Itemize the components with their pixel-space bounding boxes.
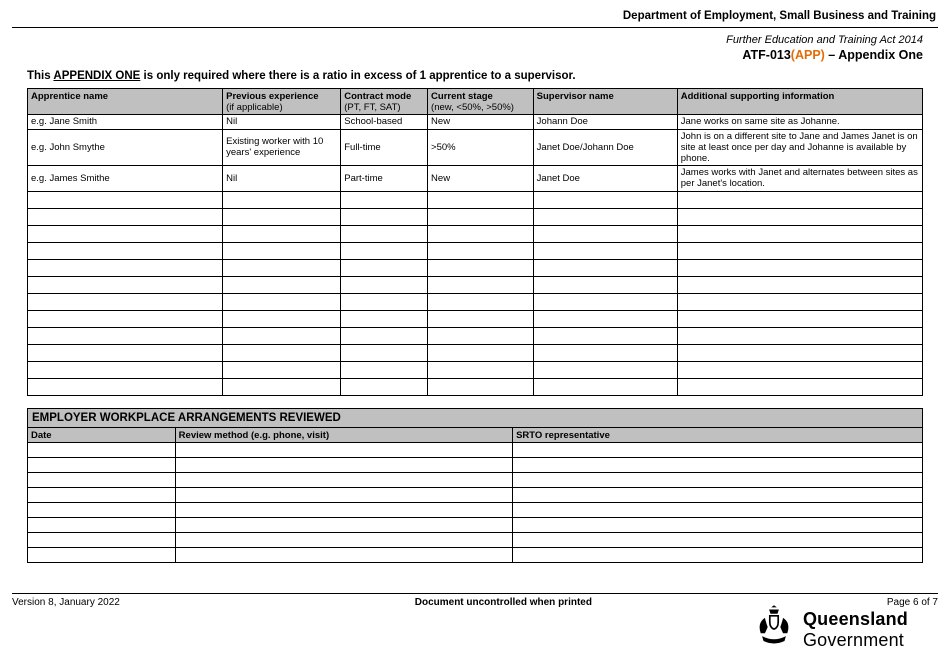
apprentice-cell — [428, 208, 534, 225]
review-cell — [175, 503, 512, 518]
apprentice-cell — [533, 378, 677, 395]
review-title-row — [28, 408, 923, 428]
act-title: Further Education and Training Act 2014 — [726, 34, 923, 46]
table-row — [28, 310, 923, 327]
review-cell — [175, 548, 512, 563]
table-row — [28, 518, 923, 533]
review-cell — [513, 458, 923, 473]
review-cell — [28, 473, 176, 488]
apprentice-cell — [341, 276, 428, 293]
department-title: Department of Employment, Small Business and Training — [622, 10, 936, 22]
instruction-suffix: is only required where there is a ratio in excess of 1 apprentice to a supervisor. — [140, 70, 576, 82]
table-row — [28, 458, 923, 473]
col-header-supervisor-name — [533, 89, 677, 115]
apprentice-cell — [341, 361, 428, 378]
apprentice-cell — [223, 208, 341, 225]
instruction-text — [27, 70, 923, 82]
apprentice-cell: New — [428, 166, 534, 191]
form-code-prefix: ATF-013 — [742, 48, 791, 62]
apprentice-cell — [428, 225, 534, 242]
apprentice-cell — [28, 344, 223, 361]
table-row — [28, 548, 923, 563]
apprentice-table — [27, 88, 923, 396]
table-row — [28, 259, 923, 276]
review-cell — [513, 533, 923, 548]
review-cell — [513, 473, 923, 488]
apprentice-cell — [28, 327, 223, 344]
table-row — [28, 473, 923, 488]
table-row — [28, 361, 923, 378]
apprentice-cell: Existing worker with 10 years' experience — [223, 129, 341, 166]
apprentice-cell: Janet Doe/Johann Doe — [533, 129, 677, 166]
apprentice-cell: Nil — [223, 115, 341, 129]
apprentice-cell — [533, 242, 677, 259]
apprentice-cell: e.g. John Smythe — [28, 129, 223, 166]
apprentice-cell: John is on a different site to Jane and James Janet is on site at least once per day and Johanne is available by phone. — [677, 129, 922, 166]
apprentice-cell — [533, 293, 677, 310]
table-row — [28, 503, 923, 518]
review-cell — [175, 488, 512, 503]
apprentice-cell: e.g. Jane Smith — [28, 115, 223, 129]
apprentice-cell — [28, 310, 223, 327]
logo-line-government: Government — [802, 629, 905, 650]
apprentice-cell — [677, 191, 922, 208]
col-header-date: Date — [28, 428, 176, 443]
apprentice-cell — [533, 276, 677, 293]
apprentice-cell: James works with Janet and alternates between sites as per Janet's location. — [677, 166, 922, 191]
apprentice-cell — [533, 208, 677, 225]
apprentice-cell — [677, 276, 922, 293]
col-header-title: Contract mode — [344, 91, 412, 102]
header-divider — [12, 27, 938, 28]
logo-wordmark — [803, 609, 908, 649]
apprentice-cell — [28, 225, 223, 242]
apprentice-cell — [223, 293, 341, 310]
apprentice-cell — [677, 361, 922, 378]
col-header-apprentice-name — [28, 89, 223, 115]
col-header-title: Previous experience — [226, 91, 319, 102]
apprentice-cell: School-based — [341, 115, 428, 129]
apprentice-cell — [533, 225, 677, 242]
apprentice-cell — [28, 293, 223, 310]
col-header-subtitle: (if applicable) — [226, 102, 283, 114]
table-row — [28, 166, 923, 191]
table-row — [28, 443, 923, 458]
apprentice-cell — [341, 208, 428, 225]
review-cell — [513, 503, 923, 518]
review-cell — [28, 488, 176, 503]
col-header-review-method: Review method (e.g. phone, visit) — [175, 428, 512, 443]
table-row — [28, 191, 923, 208]
col-header-title: Current stage — [431, 91, 493, 102]
col-header-additional-info — [677, 89, 922, 115]
footer-divider — [12, 593, 938, 594]
apprentice-cell — [341, 378, 428, 395]
table-row — [28, 208, 923, 225]
apprentice-cell — [341, 225, 428, 242]
review-cell — [28, 503, 176, 518]
apprentice-cell — [223, 276, 341, 293]
apprentice-cell — [341, 293, 428, 310]
review-cell — [28, 518, 176, 533]
apprentice-cell: New — [428, 115, 534, 129]
apprentice-cell — [677, 378, 922, 395]
table-row — [28, 327, 923, 344]
review-cell — [175, 443, 512, 458]
col-header-srto-representative: SRTO representative — [513, 428, 923, 443]
apprentice-cell — [428, 310, 534, 327]
apprentice-cell — [677, 310, 922, 327]
footer-page-number: Page 6 of 7 — [886, 597, 938, 608]
table-row — [28, 242, 923, 259]
apprentice-cell — [533, 310, 677, 327]
apprentice-cell — [533, 327, 677, 344]
table-row — [28, 533, 923, 548]
review-cell — [175, 518, 512, 533]
apprentice-cell — [428, 191, 534, 208]
apprentice-cell — [341, 259, 428, 276]
review-cell — [28, 443, 176, 458]
col-header-previous-experience — [223, 89, 341, 115]
apprentice-cell — [341, 344, 428, 361]
instruction-emphasis: APPENDIX ONE — [53, 70, 141, 82]
form-code-app: (APP) — [790, 48, 825, 62]
logo-line-queensland: Queensland — [802, 609, 908, 630]
apprentice-cell — [677, 259, 922, 276]
apprentice-cell — [428, 378, 534, 395]
review-section-title: EMPLOYER WORKPLACE ARRANGEMENTS REVIEWED — [28, 408, 923, 428]
apprentice-cell — [677, 242, 922, 259]
apprentice-cell — [223, 327, 341, 344]
apprentice-cell — [677, 344, 922, 361]
table-row — [28, 115, 923, 129]
apprentice-cell — [428, 259, 534, 276]
review-cell — [28, 533, 176, 548]
apprentice-cell — [28, 276, 223, 293]
review-cell — [513, 518, 923, 533]
apprentice-cell — [223, 361, 341, 378]
review-cell — [175, 533, 512, 548]
apprentice-cell — [533, 344, 677, 361]
footer-version: Version 8, January 2022 — [12, 597, 120, 608]
apprentice-cell — [223, 344, 341, 361]
apprentice-cell: Jane works on same site as Johanne. — [677, 115, 922, 129]
apprentice-cell: e.g. James Smithe — [28, 166, 223, 191]
apprentice-cell — [341, 327, 428, 344]
apprentice-table-body — [28, 115, 923, 395]
footer-uncontrolled-notice: Document uncontrolled when printed — [414, 597, 592, 608]
table-row — [28, 276, 923, 293]
apprentice-cell: Nil — [223, 166, 341, 191]
review-cell — [175, 458, 512, 473]
apprentice-cell — [28, 242, 223, 259]
apprentice-cell — [341, 310, 428, 327]
review-table-body — [28, 443, 923, 563]
review-table — [27, 408, 923, 564]
queensland-government-logo — [753, 604, 908, 655]
col-header-subtitle: (new, <50%, >50%) — [431, 102, 514, 114]
apprentice-cell: Full-time — [341, 129, 428, 166]
apprentice-cell — [341, 191, 428, 208]
review-cell — [513, 488, 923, 503]
apprentice-cell — [533, 259, 677, 276]
apprentice-cell — [428, 361, 534, 378]
apprentice-cell: Johann Doe — [533, 115, 677, 129]
table-row — [28, 378, 923, 395]
apprentice-cell — [341, 242, 428, 259]
review-header-row — [28, 428, 923, 443]
apprentice-cell — [28, 208, 223, 225]
apprentice-cell — [428, 242, 534, 259]
apprentice-cell — [28, 378, 223, 395]
apprentice-cell — [677, 225, 922, 242]
apprentice-cell — [677, 208, 922, 225]
apprentice-cell: Part-time — [341, 166, 428, 191]
review-cell — [513, 548, 923, 563]
apprentice-cell — [428, 327, 534, 344]
apprentice-cell — [428, 276, 534, 293]
apprentice-cell — [428, 344, 534, 361]
review-cell — [513, 443, 923, 458]
table-row — [28, 488, 923, 503]
review-cell — [28, 458, 176, 473]
apprentice-cell — [223, 259, 341, 276]
apprentice-cell — [28, 191, 223, 208]
apprentice-table-head — [28, 89, 923, 115]
table-row — [28, 225, 923, 242]
col-header-title: Apprentice name — [31, 91, 109, 102]
review-table-head — [28, 408, 923, 443]
apprentice-cell: >50% — [428, 129, 534, 166]
apprentice-cell — [223, 242, 341, 259]
apprentice-cell — [28, 259, 223, 276]
col-header-subtitle: (PT, FT, SAT) — [344, 102, 401, 114]
apprentice-cell — [533, 361, 677, 378]
apprentice-cell — [677, 293, 922, 310]
review-cell — [175, 473, 512, 488]
col-header-current-stage — [428, 89, 534, 115]
col-header-contract-mode — [341, 89, 428, 115]
apprentice-cell — [223, 225, 341, 242]
col-header-title: Additional supporting information — [680, 91, 835, 102]
apprentice-cell — [677, 327, 922, 344]
instruction-prefix: This — [27, 70, 54, 82]
apprentice-cell — [223, 310, 341, 327]
col-header-title: Supervisor name — [536, 91, 614, 102]
review-cell — [28, 548, 176, 563]
apprentice-header-row — [28, 89, 923, 115]
form-code-suffix: – Appendix One — [824, 48, 923, 62]
apprentice-cell: Janet Doe — [533, 166, 677, 191]
apprentice-cell — [28, 361, 223, 378]
form-code — [27, 48, 923, 62]
apprentice-cell — [223, 191, 341, 208]
table-row — [28, 129, 923, 166]
apprentice-cell — [223, 378, 341, 395]
apprentice-cell — [428, 293, 534, 310]
queensland-coat-of-arms-icon — [753, 604, 795, 655]
table-row — [28, 293, 923, 310]
table-row — [28, 344, 923, 361]
apprentice-cell — [533, 191, 677, 208]
